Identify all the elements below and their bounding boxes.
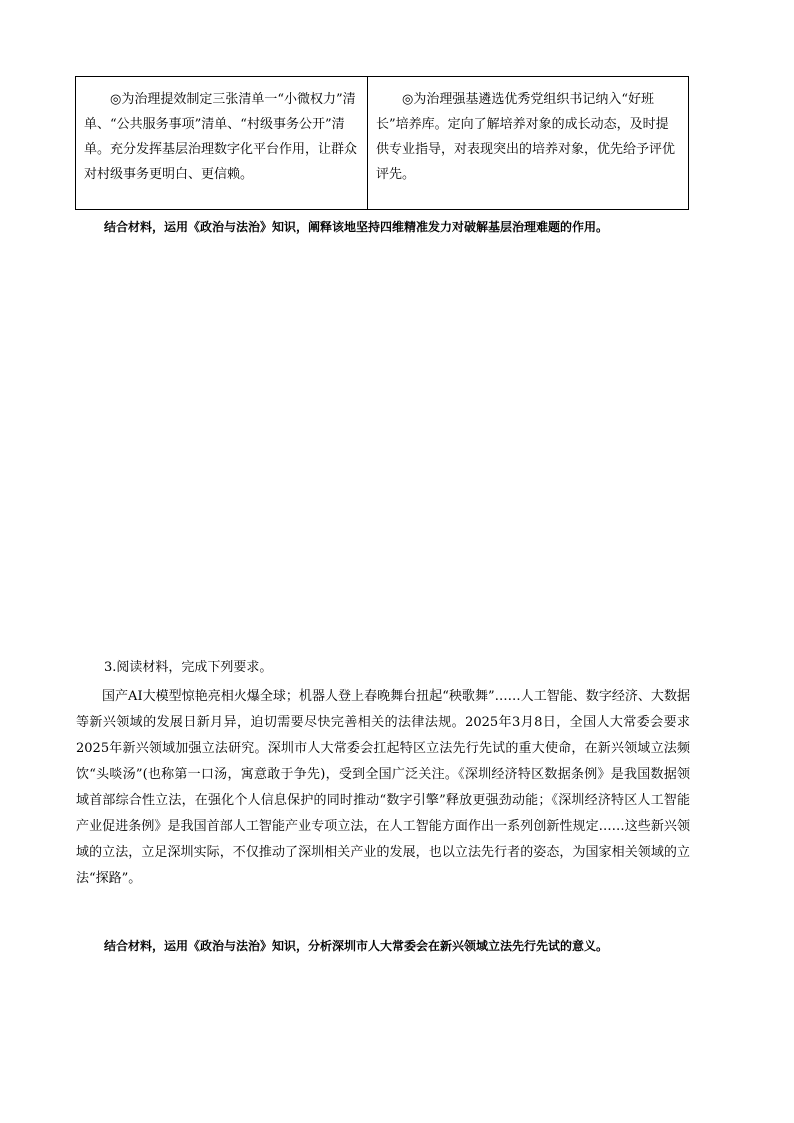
question2-instruction: 结合材料，运用《政治与法治》知识，阐释该地坚持四维精准发力对破解基层治理难题的作用。 bbox=[104, 220, 609, 234]
table-cell-left: ◎为治理提效制定三张清单一“小微权力”清单、“公共服务事项”清单、“村级事务公开”清单。充分发挥基层治理数字化平台作用，让群众对村级事务更明白、更信赖。 bbox=[76, 77, 368, 209]
question3-instruction: 结合材料，运用《政治与法治》知识，分析深圳市人大常委会在新兴领域立法先行先试的意义。 bbox=[104, 939, 609, 953]
question3-passage: 国产AI大模型惊艳亮相火爆全球；机器人登上春晚舞台扭起“秧歌舞”……人工智能、数字经济、大数据等新兴领域的发展日新月异，迫切需要尽快完善相关的法律法规。2025年3月8日，全国人大常委会要求2025年新兴领域加强立法研究。深圳市人大常委会扛起特区立法先行先试的重大使命，在新兴领域立法频饮“头啖汤”(也称第一口汤，寓意敢于争先)，受到全国广泛关注。《深圳经济特区数据条例》是我国数据领域首部综合性立法，在强化个人信息保护的同时推动“数字引擎”释放更强劲动能；《深圳经济特区人工智能产业促进条例》是我国首部人工智能产业专项立法，在人工智能方面作出一系列创新性规定……这些新兴领域的立法，立足深圳实际，不仅推动了深圳相关产业的发展，也以立法先行者的姿态，为国家相关领域的立法“探路”。 bbox=[76, 689, 690, 886]
measures-table bbox=[75, 76, 689, 210]
question3-number: 3.阅读材料，完成下列要求。 bbox=[104, 660, 273, 675]
table-cell-right: ◎为治理强基遴选优秀党组织书记纳入“好班长”培养库。定向了解培养对象的成长动态，及时提供专业指导，对表现突出的培养对象，优先给予评优评先。 bbox=[376, 92, 676, 182]
